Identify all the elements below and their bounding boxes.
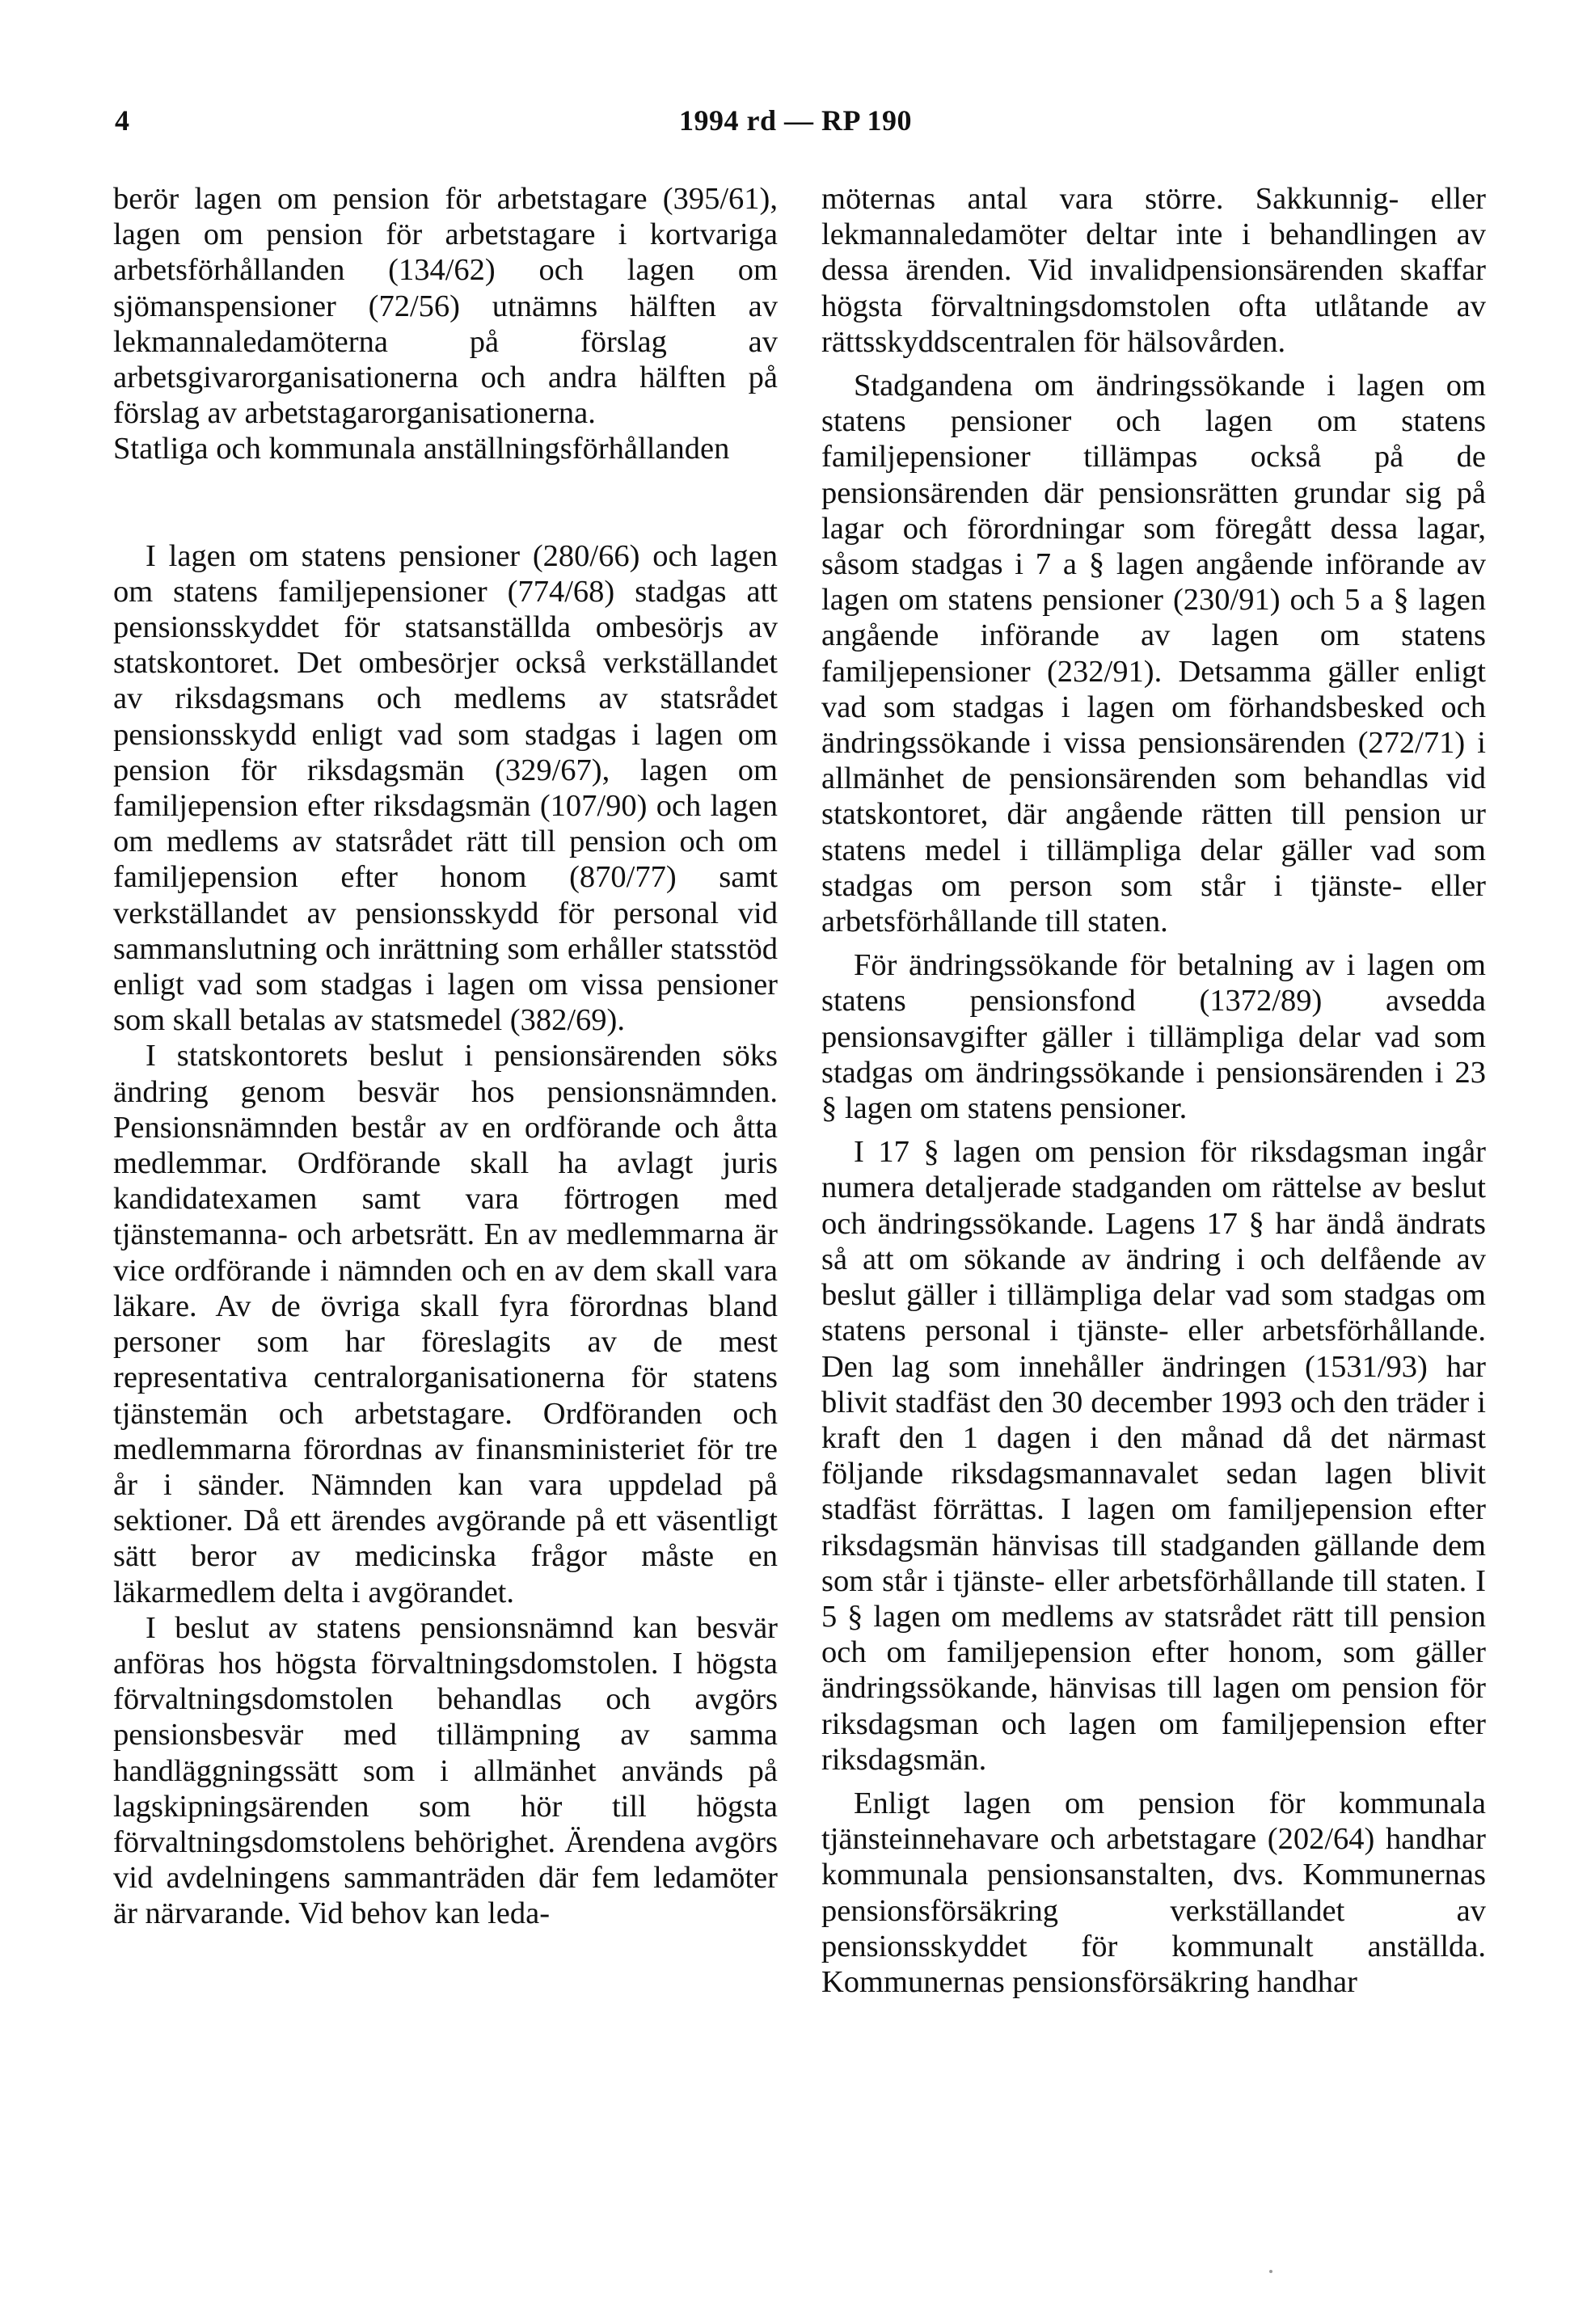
paragraph: Stadgandena om ändringssökande i lagen om statens pensioner och lagen om statens familjepensioner tillämpas också på de pensionsärenden där pensionsrätten grundar sig på lagar och förordningar som föregått dessa lagar, såsom stadgas i 7 a § lagen angående införande av lagen om statens pensioner (230/91) och 5 a § lagen angående införande av lagen om statens familjepensioner (232/91). Detsamma gäller enligt vad som stadgas i lagen om förhandsbesked och ändringssökande i vissa pensionsärenden (272/71) i allmänhet de pensionsärenden som behandlas vid statskontoret, där angående rätten till pension ur statens medel i tillämpliga delar gäller vad som stadgas om person som står i tjänste- eller arbetsförhållande till staten. — [821, 369, 1486, 939]
right-column — [821, 181, 1486, 2000]
paragraph: I statskontorets beslut i pensionsärenden söks ändring genom besvär hos pensionsnämnden. Pensionsnämnden består av en ordförande och åtta medlemmar. Ordförande skall ha avlagt juris kandidatexamen samt vara förtrogen med tjänstemanna- och arbetsrätt. En av medlemmarna är vice ordförande i nämnden och en av dem skall vara läkare. Av de övriga skall fyra förordnas bland personer som har föreslagits av de mest representativa centralorganisationerna för statens tjänstemän och arbetstagare. Ordföranden och medlemmarna förordnas av finansministeriet för tre år i sänder. Nämnden kan vara uppdelad på sektioner. Då ett ärendes avgörande på ett väsentligt sätt beror av medicinska frågor måste en läkarmedlem delta i avgörandet. — [113, 1039, 778, 1609]
paragraph: I beslut av statens pensionsnämnd kan besvär anföras hos högsta förvaltningsdomstolen. I högsta förvaltningsdomstolen behandlas och avgörs pensionsbesvär med tillämpning av samma handläggningssätt som i allmänhet används på lagskipningsärenden som hör till högsta förvaltningsdomstolens behörighet. Ärendena avgörs vid avdelningens sammanträden där fem ledamöter är närvarande. Vid behov kan leda- — [113, 1610, 778, 1931]
page-number: 4 — [115, 104, 129, 137]
paragraph: I lagen om statens pensioner (280/66) och lagen om statens familjepensioner (774/68) stadgas att pensionsskyddet för statsanställda ombesörjs av statskontoret. Det ombesörjer också verkställandet av riksdagsmans och medlems av statsrådet pensionsskydd enligt vad som stadgas i lagen om pension för riksdagsmän (329/67), lagen om familjepension efter riksdagsmän (107/90) och lagen om medlems av statsrådet rätt till pension och om familjepension efter honom (870/77) samt verkställandet av pensionsskydd för personal vid sammanslutning och inrättning som erhåller statsstöd enligt vad som stadgas i lagen om vissa pensioner som skall betalas av statsmedel (382/69). — [113, 538, 778, 1038]
paragraph: möternas antal vara större. Sakkunnig- eller lekmannaledamöter deltar inte i behandlingen av dessa ärenden. Vid invalidpensionsärenden skaffar högsta förvaltningsdomstolen ofta utlåtande av rättsskyddscentralen för hälsovården. — [821, 182, 1486, 359]
running-head: 1994 rd — RP 190 — [678, 104, 912, 137]
section-heading: Statliga och kommunala anställningsförhållanden — [113, 432, 730, 466]
scan-dot — [1269, 2270, 1272, 2273]
paragraph: berör lagen om pension för arbetstagare (395/61), lagen om pension för arbetstagare i kortvariga arbetsförhållanden (134/62) och lagen om sjömanspensioner (72/56) utnämns hälften av lekmannaledamöterna på förslag av arbetsgivarorganisationerna och andra hälften på förslag av arbetstagarorganisationerna. — [113, 182, 778, 431]
left-column — [113, 181, 778, 1932]
paragraph: Enligt lagen om pension för kommunala tjänsteinnehavare och arbetstagare (202/64) handhar kommunala pensionsanstalten, dvs. Kommunernas pensionsförsäkring verkställandet av pensionsskyddet för kommunalt anställda. Kommunernas pensionsförsäkring handhar — [821, 1786, 1486, 1999]
page-header — [0, 103, 1591, 152]
paragraph: I 17 § lagen om pension för riksdagsman ingår numera detaljerade stadganden om rättelse av beslut och ändringssökande. Lagens 17 § har ändå ändrats så att om sökande av ändring i och delfående av beslut gäller i tillämpliga delar vad som stadgas om statens personal i tjänste- eller arbetsförhållande. Den lag som innehåller ändringen (1531/93) har blivit stadfäst den 30 december 1993 och den träder i kraft den 1 dagen i den månad då det närmast följande riksdagsmannavalet sedan lagen blivit stadfäst förrättas. I lagen om familjepension efter riksdagsmän hänvisas till stadganden gällande dem som står i tjänste- eller arbetsförhållande till staten. I 5 § lagen om medlems av statsrådet rätt till pension och om familjepension efter honom, som gäller ändringssökande, hänvisas till lagen om pension för riksdagsman och lagen om familjepension efter riksdagsmän. — [821, 1135, 1486, 1777]
paragraph: För ändringssökande för betalning av i lagen om statens pensionsfond (1372/89) avsedda pensionsavgifter gäller i tillämpliga delar vad som stadgas om ändringssökande i pensionsärenden i 23 § lagen om statens pensioner. — [821, 948, 1486, 1126]
